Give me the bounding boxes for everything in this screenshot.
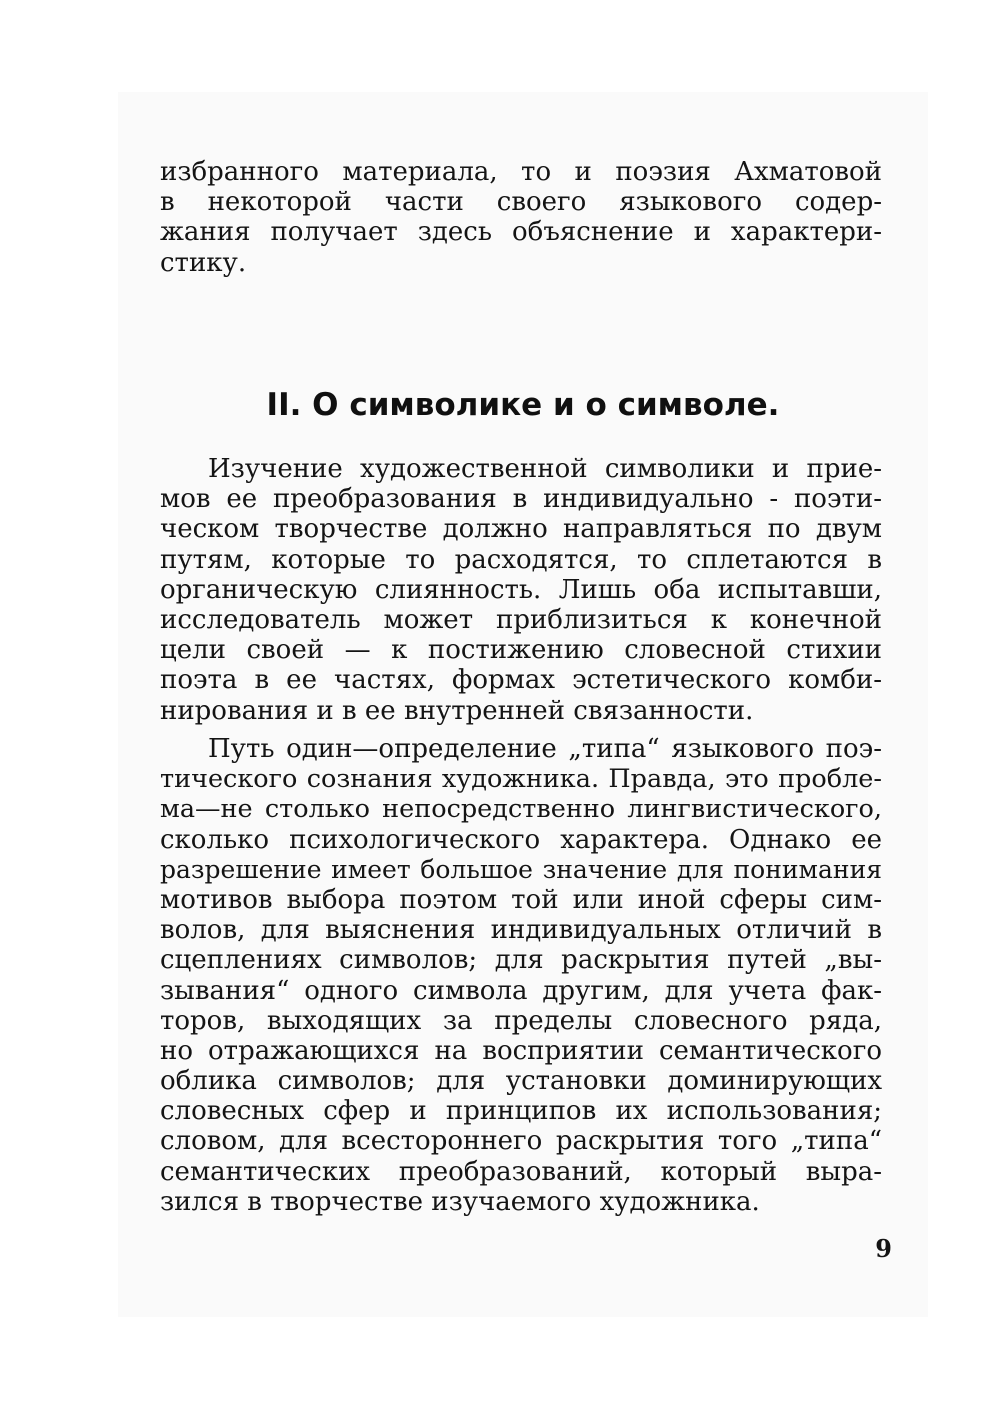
text-line: стику.	[160, 247, 247, 278]
text-line: органическую слиянность. Лишь оба испытавши,	[160, 574, 882, 605]
text-line: словесных сфер и принципов их использования;	[160, 1096, 882, 1127]
continuation-paragraph	[160, 157, 882, 278]
text-line: путям, которые то расходятся, то сплетаются в	[160, 544, 882, 575]
text-line: но отражающихся на восприятии семантического	[160, 1035, 882, 1066]
text-line: исследователь может приблизиться к конечной	[160, 604, 882, 635]
text-line: жания получает здесь объяснение и характери-	[160, 217, 882, 248]
text-line: цели своей — к постижению словесной стихии	[160, 635, 882, 666]
paragraph-symbolism-study	[160, 454, 882, 726]
text-line: нирования и в ее внутренней связанности.	[160, 695, 754, 726]
text-line: зился в творчестве изучаемого художника.	[160, 1186, 760, 1217]
text-line: мотивов выбора поэтом той или иной сферы сим-	[160, 884, 882, 915]
text-line: мов ее преобразования в индивидуально - поэти-	[160, 484, 882, 515]
text-line: разрешение имеет большое значение для понимания	[160, 854, 882, 884]
text-line: Изучение художественной символики и прие-	[208, 454, 882, 484]
text-line: поэта в ее частях, формах эстетического комби-	[160, 665, 882, 696]
page-number: 9	[875, 1234, 892, 1263]
text-line: Путь один—определение „типа“ языкового поэ-	[208, 734, 882, 764]
text-line: облика символов; для установки доминирующих	[160, 1066, 882, 1097]
text-line: сцеплениях символов; для раскрытия путей „вы-	[160, 945, 882, 976]
text-line: торов, выходящих за пределы словесного ряда,	[160, 1005, 882, 1036]
text-line: тического сознания художника. Правда, это пробле-	[160, 764, 882, 795]
text-line: в некоторой части своего языкового содер-	[160, 187, 882, 218]
text-line: зывания“ одного символа другим, для учета фак-	[160, 975, 882, 1006]
text-line: избранного материала, то и поэзия Ахматовой	[160, 157, 882, 187]
text-line: ма—не столько непосредственно лингвистического,	[160, 794, 882, 825]
paragraph-path-one	[160, 734, 882, 1217]
text-line: волов, для выяснения индивидуальных отличий в	[160, 915, 882, 946]
text-line: словом, для всестороннего раскрытия того „типа“	[160, 1126, 882, 1157]
section-heading: II. О символике и о символе.	[266, 387, 780, 423]
text-line: сколько психологического характера. Однако ее	[160, 824, 882, 855]
text-line: семантических преобразований, который выра-	[160, 1156, 882, 1187]
text-line: ческом творчестве должно направляться по двум	[160, 514, 882, 545]
